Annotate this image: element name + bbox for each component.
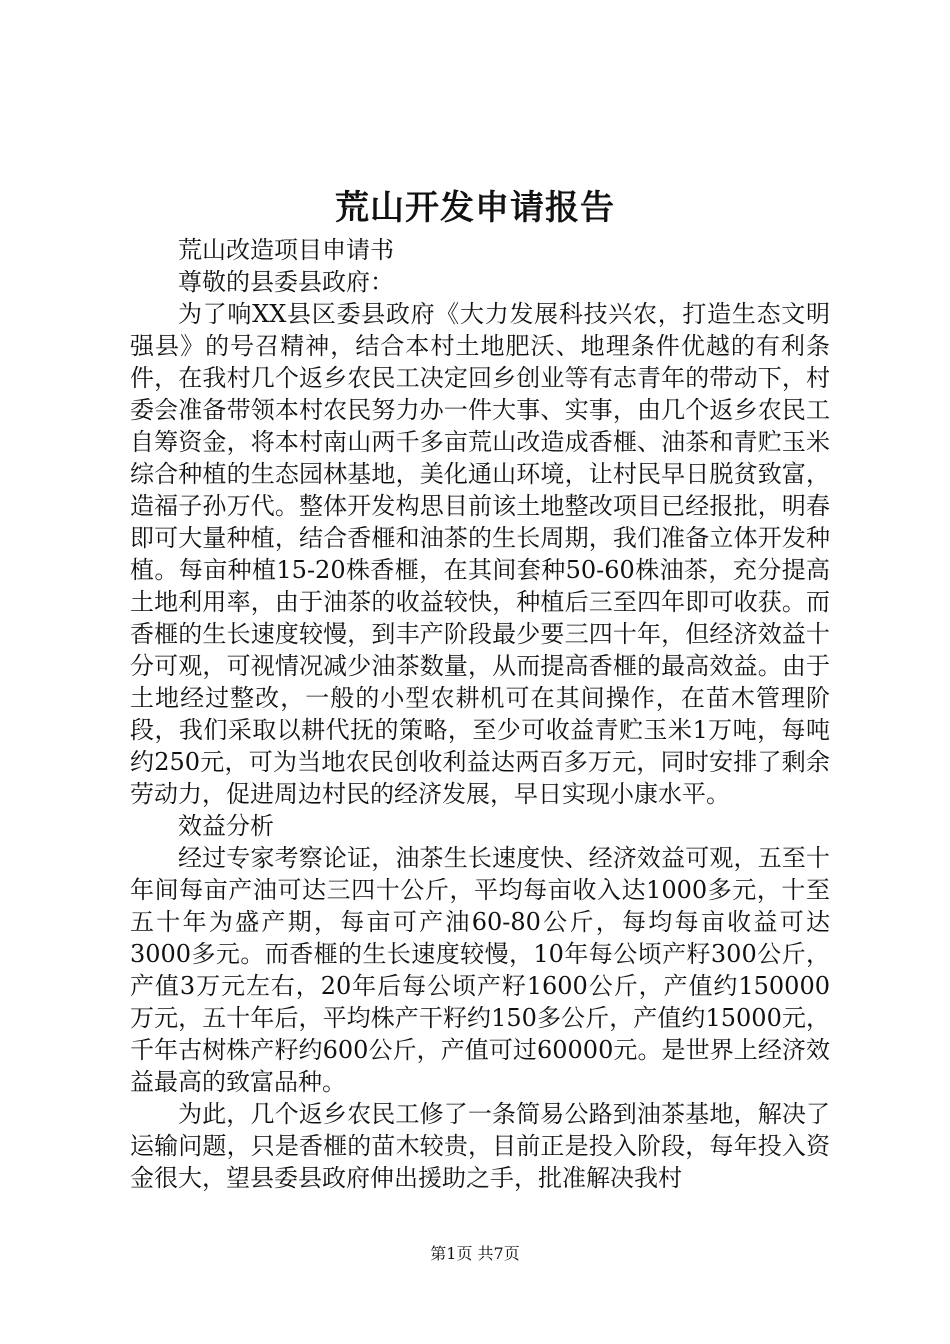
- paragraph-main: 为了响XX县区委县政府《大力发展科技兴农，打造生态文明强县》的号召精神，结合本村土地肥沃、地理条件优越的有利条件，在我村几个返乡农民工决定回乡创业等有志青年的带动下，村委会准备带领本村农民努力办一件大事、实事，由几个返乡农民工自筹资金，将本村南山两千多亩荒山改造成香榧、油茶和青贮玉米综合种植的生态园林基地，美化通山环境，让村民早日脱贫致富，造福子孙万代。整体开发构思目前该土地整改项目已经报批，明春即可大量种植，结合香榧和油茶的生长周期，我们准备立体开发种植。每亩种植15-20株香榧，在其间套种50-60株油茶，充分提高土地利用率，由于油茶的收益较快，种植后三至四年即可收获。而香榧的生长速度较慢，到丰产阶段最少要三四十年，但经济效益十分可观，可视情况减少油茶数量，从而提高香榧的最高效益。由于土地经过整改，一般的小型农耕机可在其间操作，在苗木管理阶段，我们采取以耕代抚的策略，至少可收益青贮玉米1万吨，每吨约250元，可为当地农民创收利益达两百多万元，同时安排了剩余劳动力，促进周边村民的经济发展，早日实现小康水平。: [130, 300, 830, 808]
- paragraph-subtitle: 荒山改造项目申请书: [178, 236, 394, 264]
- paragraph-benefit: 经过专家考察论证，油茶生长速度快、经济效益可观，五至十年间每亩产油可达三四十公斤，平均每亩收入达1000多元，十至五十年为盛产期，每亩可产油60-80公斤，每均每亩收益可达3000多元。而香榧的生长速度较慢，10年每公顷产籽300公斤，产值3万元左右，20年后每公顷产籽1600公斤，产值约150000万元，五十年后，平均株产干籽约150多公斤，产值约15000元，千年古树株产籽约600公斤，产值可过60000元。是世界上经济效益最高的致富品种。: [130, 844, 830, 1096]
- document-title: 荒山开发申请报告: [335, 188, 615, 228]
- section-heading-benefit-analysis: 效益分析: [178, 812, 274, 840]
- paragraph-salutation: 尊敬的县委县政府：: [178, 268, 394, 296]
- page-number-footer: 第1页 共7页: [430, 1244, 520, 1263]
- paragraph-request: 为此，几个返乡农民工修了一条简易公路到油茶基地，解决了运输问题，只是香榧的苗木较贵，目前正是投入阶段，每年投入资金很大，望县委县政府伸出援助之手，批准解决我村: [130, 1100, 830, 1192]
- document-body: [130, 234, 830, 1194]
